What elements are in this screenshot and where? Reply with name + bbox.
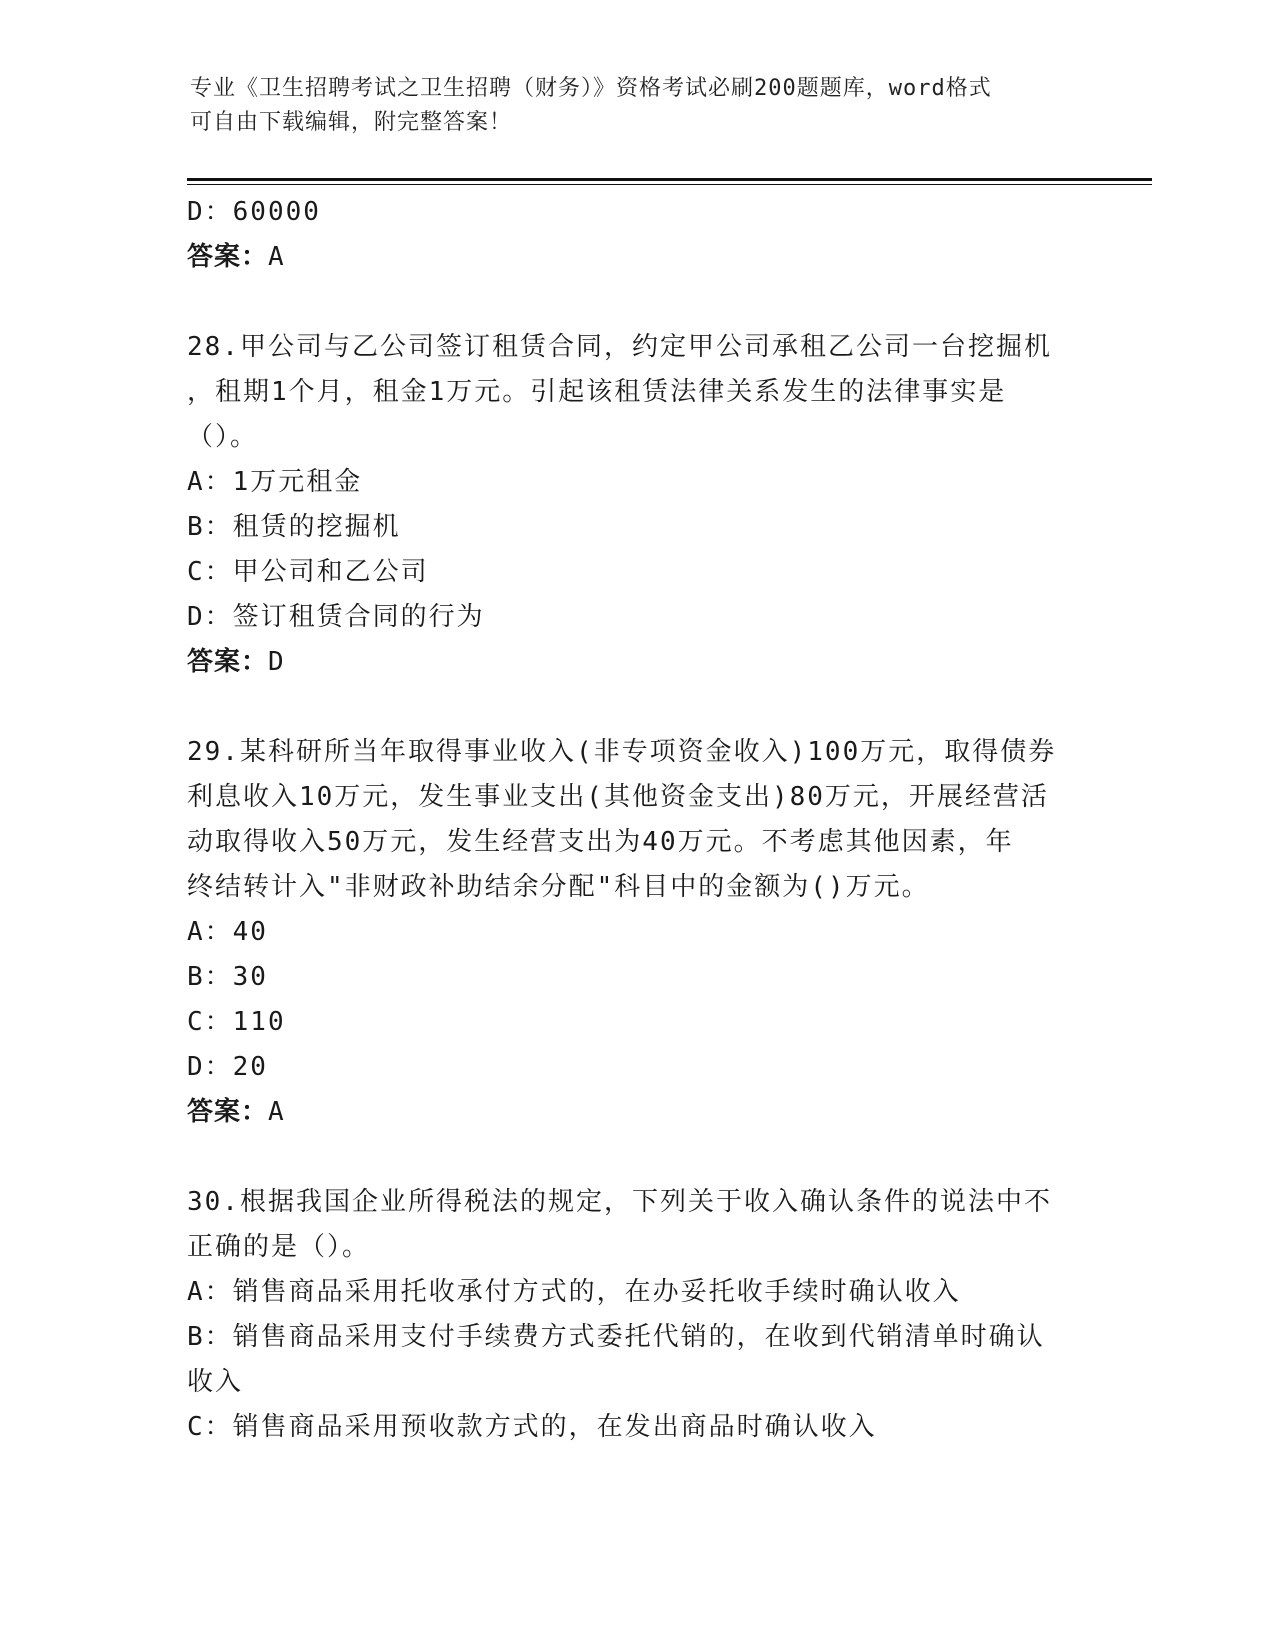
answer-line <box>187 1090 1087 1135</box>
question-stem: 正确的是（）。 <box>187 1232 371 1262</box>
header-rule-thin <box>187 184 1152 185</box>
question-29 <box>187 730 1087 1135</box>
answer-label: 答案： <box>187 242 269 272</box>
question-28 <box>187 325 1087 685</box>
option-a: A：1万元租金 <box>187 467 363 497</box>
page-header <box>190 72 1090 140</box>
option-b: B：销售商品采用支付手续费方式委托代销的，在收到代销清单时确认 <box>187 1322 1045 1352</box>
answer-value: D <box>268 647 285 677</box>
option-c: C：110 <box>187 1007 286 1037</box>
answer-label: 答案： <box>187 1097 269 1127</box>
option-d: D：20 <box>187 1052 268 1082</box>
question-30 <box>187 1180 1087 1450</box>
question-stem: 28.甲公司与乙公司签订租赁合同，约定甲公司承租乙公司一台挖掘机 <box>187 332 1052 362</box>
header-rule <box>187 178 1152 181</box>
answer-value: A <box>268 1097 285 1127</box>
question-stem: （）。 <box>187 422 259 452</box>
option-b: B：租赁的挖掘机 <box>187 512 401 542</box>
answer-label: 答案： <box>187 647 269 677</box>
option-c: C：销售商品采用预收款方式的，在发出商品时确认收入 <box>187 1412 877 1442</box>
header-line-1: 专业《卫生招聘考试之卫生招聘（财务）》资格考试必刷200题题库，word格式 <box>190 76 992 101</box>
option-a: A：40 <box>187 917 268 947</box>
question-stem: 动取得收入50万元，发生经营支出为40万元。不考虑其他因素，年 <box>187 827 1014 857</box>
option-c: C：甲公司和乙公司 <box>187 557 429 587</box>
option-b: B：30 <box>187 962 268 992</box>
question-stem: 终结转计入"非财政补助结余分配"科目中的金额为()万元。 <box>187 872 930 902</box>
answer-value: A <box>268 242 285 272</box>
option-d: D：60000 <box>187 197 321 227</box>
answer-line <box>187 640 1087 685</box>
question-stem: 30.根据我国企业所得税法的规定，下列关于收入确认条件的说法中不 <box>187 1187 1052 1217</box>
option-b-continued: 收入 <box>187 1367 244 1397</box>
question-stem: 29.某科研所当年取得事业收入(非专项资金收入)100万元，取得债券 <box>187 737 1057 767</box>
question-content <box>187 190 1087 1450</box>
question-stem: 利息收入10万元，发生事业支出(其他资金支出)80万元，开展经营活 <box>187 782 1049 812</box>
option-a: A：销售商品采用托收承付方式的，在办妥托收手续时确认收入 <box>187 1277 961 1307</box>
option-d: D：签订租赁合同的行为 <box>187 602 485 632</box>
header-line-2: 可自由下载编辑，附完整答案！ <box>190 110 513 135</box>
answer-line <box>187 235 1087 280</box>
question-stem: ，租期1个月，租金1万元。引起该租赁法律关系发生的法律事实是 <box>187 377 1007 407</box>
